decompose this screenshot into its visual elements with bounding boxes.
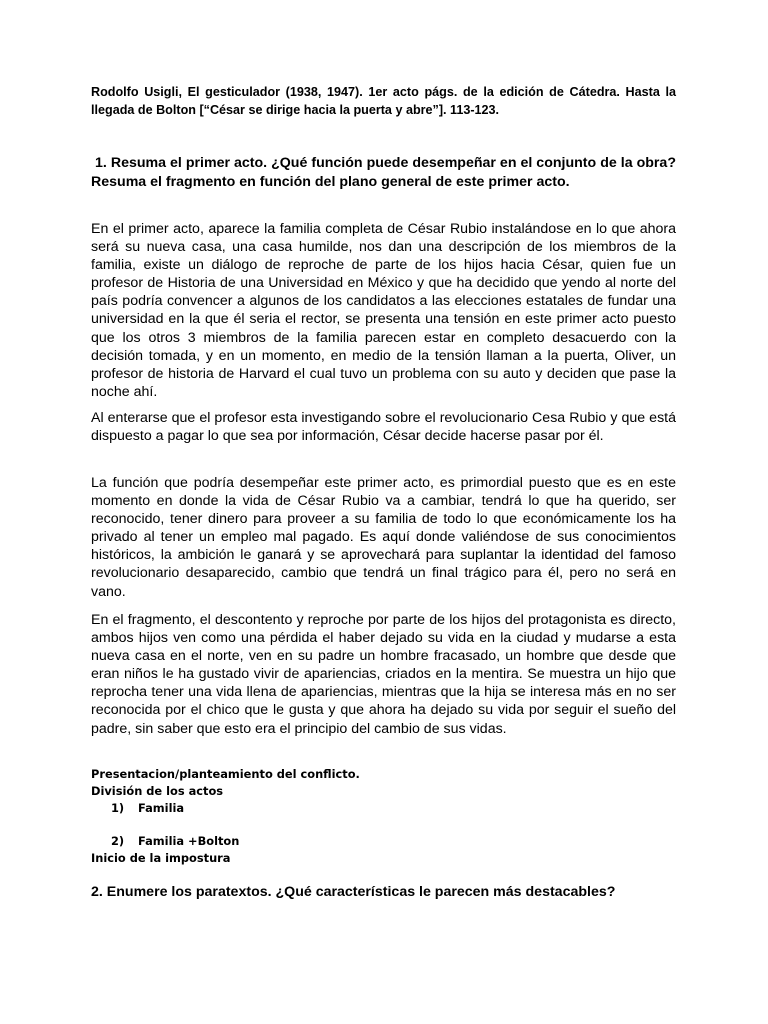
spacer [91, 816, 676, 833]
paragraph-3: La función que podría desempeñar este primer acto, es primordial puesto que es en este momento en donde la vida de César Rubio va a cambiar, tendrá lo que ha querido, ser reconocido, tener dinero para proveer a su familia de todo lo que económicamente los ha privado al tener un empleo mal pagado. Es aquí donde valiéndose de sus conocimientos históricos, la ambición le ganará y se aprovechará para suplantar la identidad del famoso revolucionario desaparecido, cambio que tendrá un final trágico para él, pero no será en vano. [91, 475, 676, 600]
question-2: 2. Enumere los paratextos. ¿Qué características le parecen más destacables? [91, 884, 616, 900]
notes-line-conflict: Presentacion/planteamiento del conflicto. [91, 767, 360, 781]
list-item-number: 2) [111, 834, 125, 849]
question-1: 1. Resuma el primer acto. ¿Qué función puede desempeñar en el conjunto de la obra? Resuma el fragmento en función del plano general de este primer acto. [91, 155, 684, 190]
list-item-number: 1) [111, 800, 125, 815]
list-item-label: Familia [138, 800, 185, 815]
notes-section [91, 766, 676, 867]
notes-line-impostura: Inicio de la impostura [91, 850, 231, 865]
list-item [91, 800, 676, 817]
list-item-label: Familia +Bolton [138, 834, 240, 849]
paragraph-2: Al enterarse que el profesor esta investigando sobre el revolucionario Cesa Rubio y que está dispuesto a pagar lo que sea por información, César decide hacerse pasar por él. [91, 410, 676, 445]
paragraph-1: En el primer acto, aparece la familia completa de César Rubio instalándose en lo que ahora será su nueva casa, una casa humilde, nos dan una descripción de los miembros de la familia, existe un diálogo de reproche de parte de los hijos hacia César, quien fue un profesor de Historia de una Universidad en México y que ha decidido que yendo al norte del país podría convencer a algunos de los candidatos a las elecciones estatales de fundar una universidad en la que él seria el rector, se presenta una tensión en este primer acto puesto que los otros 3 miembros de la familia parecen estar en completo desacuerdo con la decisión tomada, y en un momento, en medio de la tensión llaman a la puerta, Oliver, un profesor de historia de Harvard el cual tuvo un problema con su auto y deciden que pase la noche ahí. [91, 221, 676, 400]
list-item [91, 833, 676, 850]
document-header: Rodolfo Usigli, El gesticulador (1938, 1947). 1er acto págs. de la edición de Cátedra. Hasta la llegada de Bolton [“César se dirige hacia la puerta y abre”]. 113-123. [91, 85, 676, 117]
notes-line-division: División de los actos [91, 783, 224, 798]
paragraph-4: En el fragmento, el descontento y reproche por parte de los hijos del protagonista es directo, ambos hijos ven como una pérdida el haber dejado su vida en la ciudad y mudarse a esta nueva casa en el norte, ven en su padre un hombre fracasado, un hombre que desde que eran niños le ha gustado vivir de apariencias, criados en la mentira. Se muestra un hijo que reprocha tener una vida llena de apariencias, mientras que la hija se interesa más en no ser reconocida por el chico que le gusta y que ahora ha dejado su vida por seguir el sueño del padre, sin saber que esto era el principio del cambio de sus vidas. [91, 612, 676, 737]
